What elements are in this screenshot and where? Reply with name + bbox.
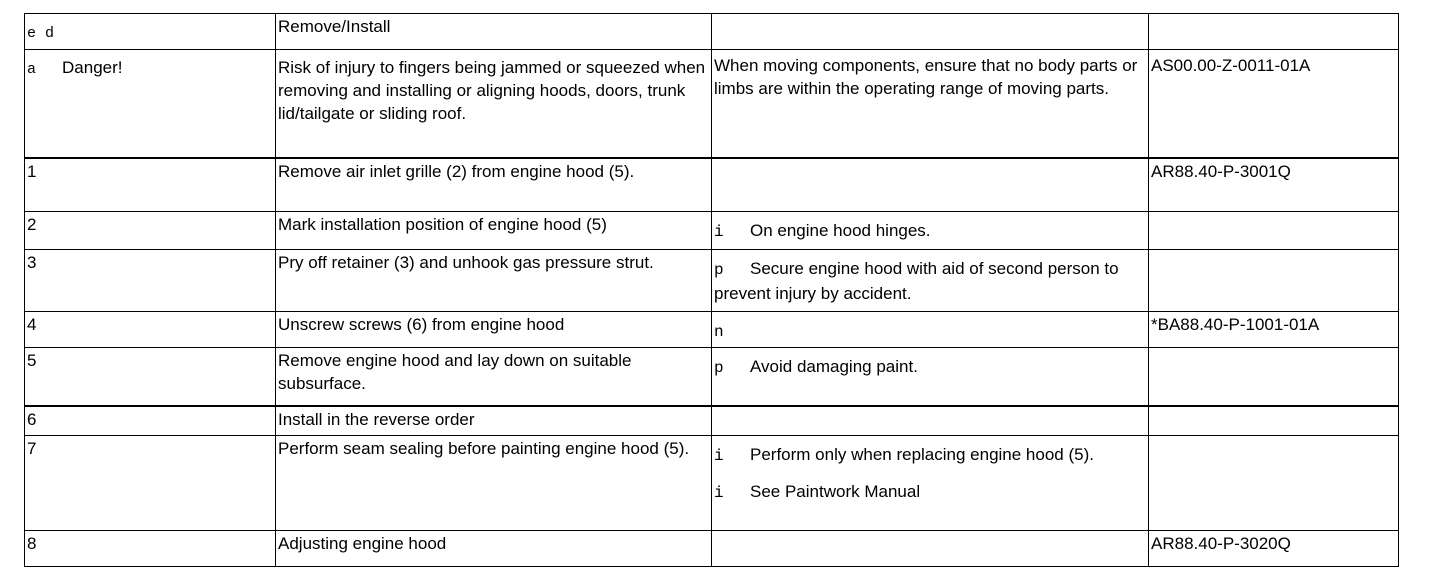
step-number: 4 — [25, 312, 276, 348]
steps-body — [25, 158, 1399, 567]
step-note-text: See Paintwork Manual — [750, 482, 921, 501]
step-notes — [712, 406, 1149, 436]
step-note — [714, 251, 1146, 305]
step-number: 8 — [25, 531, 276, 567]
step-action: Install in the reverse order — [276, 406, 712, 436]
danger-icon: a — [27, 61, 37, 78]
note-icon: n — [714, 323, 724, 341]
step-notes — [712, 212, 1149, 250]
step-note — [714, 313, 1146, 344]
step-note-text: Avoid damaging paint. — [750, 357, 918, 376]
procedure-table — [24, 13, 1399, 567]
info-icon: i — [714, 447, 724, 465]
step-notes — [712, 531, 1149, 567]
step-row — [25, 312, 1399, 348]
step-row — [25, 250, 1399, 312]
step-row — [25, 531, 1399, 567]
step-notes — [712, 158, 1149, 212]
step-note — [714, 437, 1146, 468]
step-row — [25, 348, 1399, 406]
danger-risk: Risk of injury to fingers being jammed or squeezed when removing and installing or aligning hoods, doors, trunk lid/tailgate or sliding roof. — [276, 50, 712, 158]
step-action: Pry off retainer (3) and unhook gas pressure strut. — [276, 250, 712, 312]
step-number: 7 — [25, 436, 276, 531]
step-row — [25, 436, 1399, 531]
danger-measure: When moving components, ensure that no body parts or limbs are within the operating range of moving parts. — [712, 50, 1149, 158]
caution-icon: p — [714, 261, 724, 279]
step-ref — [1149, 436, 1399, 531]
step-action: Remove engine hood and lay down on suitable subsurface. — [276, 348, 712, 406]
step-note-text: Perform only when replacing engine hood (5). — [750, 445, 1094, 464]
step-action: Adjusting engine hood — [276, 531, 712, 567]
step-notes — [712, 250, 1149, 312]
step-note — [714, 349, 1146, 380]
danger-ref: AS00.00-Z-0011-01A — [1149, 50, 1399, 158]
step-note-text: On engine hood hinges. — [750, 221, 931, 240]
step-number: 6 — [25, 406, 276, 436]
header-empty-4 — [1149, 14, 1399, 50]
danger-label: Danger! — [62, 58, 123, 77]
caution-icon: p — [714, 359, 724, 377]
step-ref: AR88.40-P-3020Q — [1149, 531, 1399, 567]
info-icon: i — [714, 484, 724, 502]
step-note-text: Secure engine hood with aid of second person to prevent injury by accident. — [714, 259, 1119, 303]
step-note — [714, 476, 1146, 505]
step-action: Perform seam sealing before painting engine hood (5). — [276, 436, 712, 531]
step-number: 2 — [25, 212, 276, 250]
header-title: Remove/Install — [276, 14, 712, 50]
danger-label-cell — [25, 50, 276, 158]
header-symbols: e d — [25, 14, 276, 50]
step-ref — [1149, 348, 1399, 406]
danger-row — [25, 50, 1399, 158]
step-action: Remove air inlet grille (2) from engine hood (5). — [276, 158, 712, 212]
step-ref — [1149, 250, 1399, 312]
step-note — [714, 213, 1146, 244]
step-row — [25, 158, 1399, 212]
step-number: 5 — [25, 348, 276, 406]
step-notes — [712, 348, 1149, 406]
step-ref: *BA88.40-P-1001-01A — [1149, 312, 1399, 348]
step-row — [25, 406, 1399, 436]
step-notes — [712, 312, 1149, 348]
step-ref — [1149, 212, 1399, 250]
step-action: Mark installation position of engine hood (5) — [276, 212, 712, 250]
step-ref — [1149, 406, 1399, 436]
info-icon: i — [714, 223, 724, 241]
step-notes — [712, 436, 1149, 531]
step-number: 3 — [25, 250, 276, 312]
step-row — [25, 212, 1399, 250]
step-action: Unscrew screws (6) from engine hood — [276, 312, 712, 348]
step-number: 1 — [25, 158, 276, 212]
step-ref: AR88.40-P-3001Q — [1149, 158, 1399, 212]
header-row — [25, 14, 1399, 50]
header-empty-3 — [712, 14, 1149, 50]
